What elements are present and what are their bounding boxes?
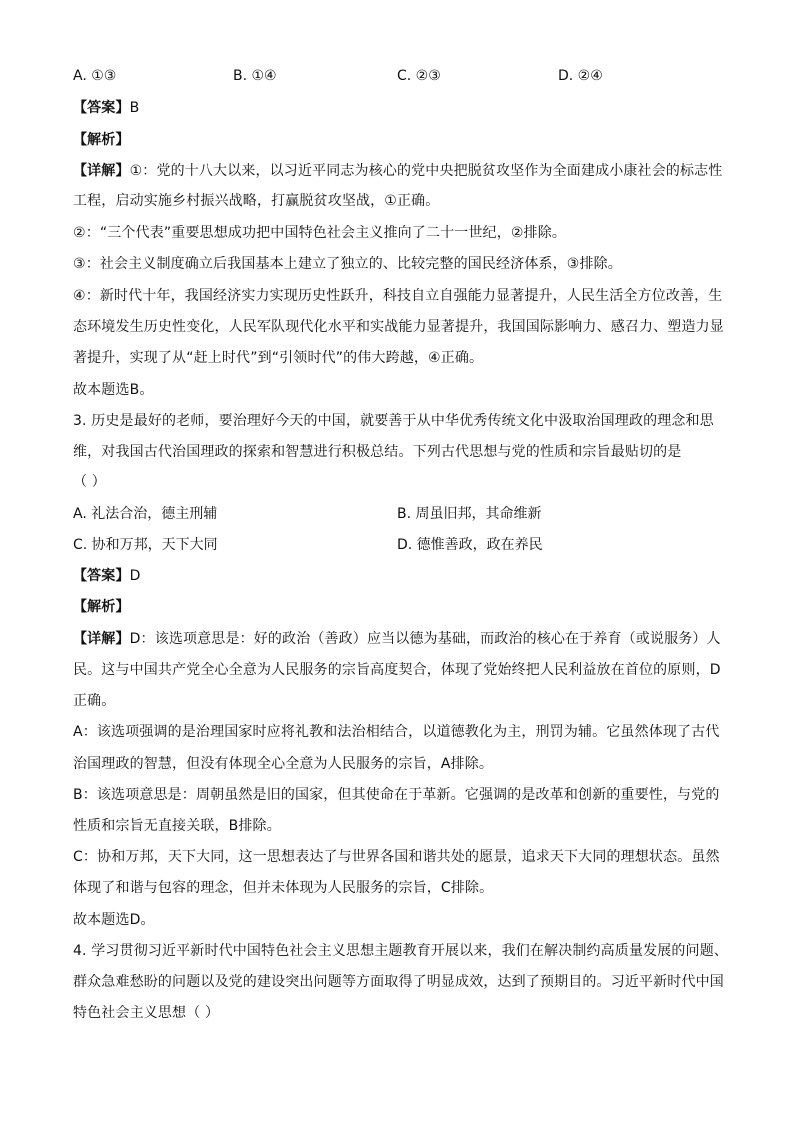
paragraph-text: 工程，启动实施乡村振兴战略，打赢脱贫攻坚战，①正确。 — [73, 193, 440, 209]
paragraph-text: ①：党的十八大以来，以习近平同志为核心的党中央把脱贫攻坚作为全面建成小康社会的标志性 — [129, 163, 723, 179]
q2-option-b: B. ①④ — [233, 68, 277, 84]
answer-value: D — [129, 568, 141, 584]
q4-stem: 4. 学习贯彻习近平新时代中国特色社会主义思想主题教育开展以来，我们在解决制约高质量发展的问题、 — [73, 943, 729, 959]
q3-stem: 3. 历史是最好的老师，要治理好今天的中国，就要善于从中华优秀传统文化中汲取治国理政的理念和思 — [73, 413, 714, 429]
q4-stem: 特色社会主义思想（ ） — [73, 1005, 220, 1021]
paragraph-text: A：该选项强调的是治理国家时应将礼教和法治相结合，以道德教化为主，刑罚为辅。它虽然体现了古代 — [73, 724, 720, 740]
q3-stem: 维，对我国古代治国理政的探索和智慧进行积极总结。下列古代思想与党的性质和宗旨最贴切的是 — [73, 444, 682, 460]
analysis-tag: 【解析】 — [73, 599, 130, 615]
q3-option-d: D. 德惟善政，政在养民 — [397, 537, 543, 553]
answer-value: B — [129, 100, 140, 116]
q2-detail-line — [73, 161, 723, 181]
q4-stem: 群众急难愁盼的问题以及党的建设突出问题等方面取得了明显成效，达到了预期目的。习近平新时代中国 — [73, 974, 724, 990]
q3-stem-bracket: （ ） — [73, 474, 106, 490]
q2-option-d: D. ②④ — [558, 68, 603, 84]
conclusion-text: 故本题选D。 — [73, 912, 155, 928]
answer-tag: 【答案】 — [73, 568, 130, 584]
q3-option-c: C. 协和万邦，天下大同 — [73, 537, 218, 553]
q2-option-a: A. ①③ — [73, 68, 117, 84]
paragraph-text: 治国理政的智慧，但没有体现全心全意为人民服务的宗旨，A排除。 — [73, 756, 494, 772]
paragraph-text: 民。这与中国共产党全心全意为人民服务的宗旨高度契合，体现了党始终把人民利益放在首位的原则，D — [73, 662, 721, 678]
paragraph-text: 体现了和谐与包容的理念，但并未体现为人民服务的宗旨，C排除。 — [73, 880, 494, 896]
paragraph-text: C：协和万邦，天下大同，这一思想表达了与世界各国和谐共处的愿景，追求天下大同的理想状态。虽然 — [73, 849, 720, 865]
answer-tag: 【答案】 — [73, 100, 130, 116]
analysis-tag: 【解析】 — [73, 132, 130, 148]
paragraph-text: 性质和宗旨无直接关联，B排除。 — [73, 818, 281, 834]
q2-answer-line — [73, 98, 723, 118]
paragraph-text: 著提升，实现了从“赶上时代”到“引领时代”的伟大跨越，④正确。 — [73, 350, 484, 366]
q3-option-b: B. 周虽旧邦，其命维新 — [397, 506, 542, 522]
paragraph-text: B：该选项意思是：周朝虽然是旧的国家，但其使命在于革新。它强调的是改革和创新的重要性，与党的 — [73, 787, 720, 803]
paragraph-text: ②：“三个代表”重要思想成功把中国特色社会主义推向了二十一世纪，②排除。 — [73, 225, 567, 241]
q3-answer-line — [73, 566, 723, 586]
paragraph-text: 正确。 — [73, 693, 116, 709]
q3-option-a: A. 礼法合治，德主刑辅 — [73, 506, 218, 522]
q3-detail-line — [73, 629, 723, 649]
conclusion-text: 故本题选B。 — [73, 382, 154, 398]
detail-tag: 【详解】 — [73, 163, 130, 179]
paragraph-text: D：该选项意思是：好的政治（善政）应当以德为基础，而政治的核心在于养育（或说服务）人 — [129, 631, 721, 647]
paragraph-text: 态环境发生历史性变化，人民军队现代化水平和实战能力显著提升，我国国际影响力、感召力、塑造力显 — [73, 319, 724, 335]
q2-option-c: C. ②③ — [397, 68, 441, 84]
detail-tag: 【详解】 — [73, 631, 130, 647]
paragraph-text: ③：社会主义制度确立后我国基本上建立了独立的、比较完整的国民经济体系，③排除。 — [73, 256, 622, 272]
paragraph-text: ④：新时代十年，我国经济实力实现历史性跃升，科技自立自强能力显著提升，人民生活全方位改善，生 — [73, 288, 723, 304]
